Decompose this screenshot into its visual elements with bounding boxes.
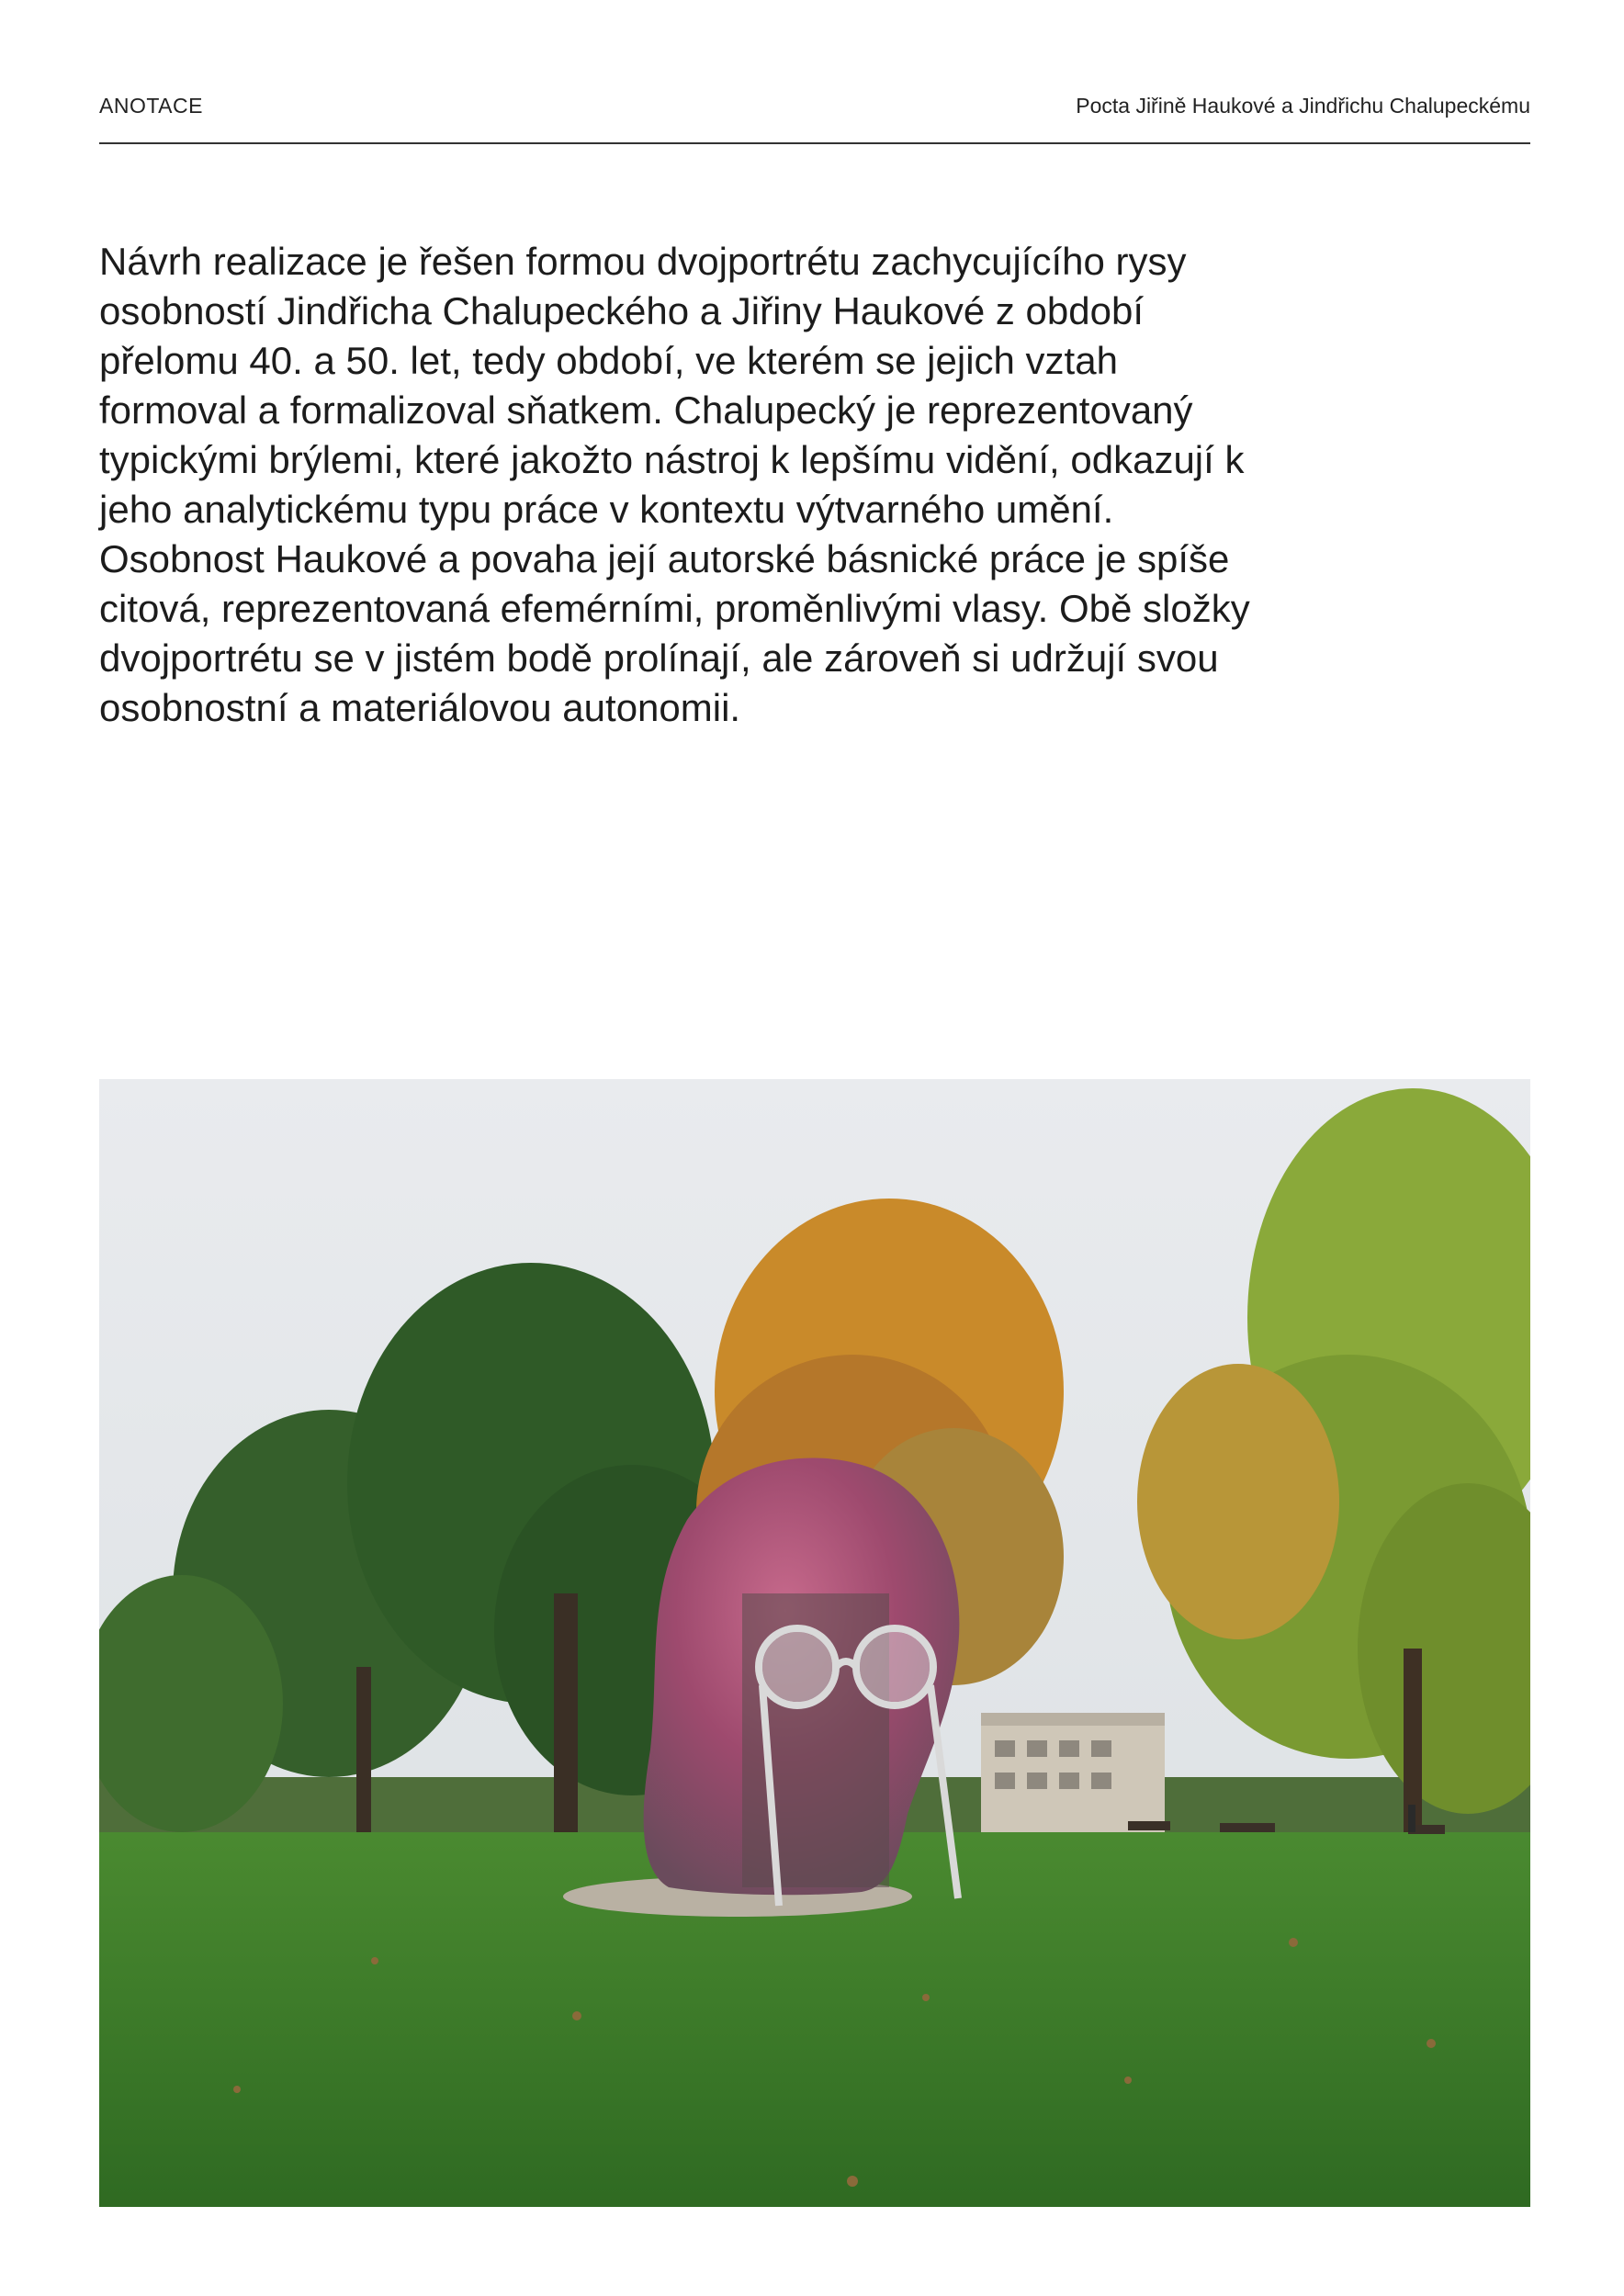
header-divider (99, 142, 1530, 144)
page-header (99, 94, 1530, 121)
sculpture-park-photo (99, 1079, 1530, 2207)
section-label: ANOTACE (99, 94, 203, 118)
document-title: Pocta Jiřině Haukové a Jindřichu Chalupeckému (1076, 94, 1530, 118)
annotation-paragraph: Návrh realizace je řešen formou dvojportrétu zachycujícího rysy osobností Jindřicha Chalupeckého a Jiřiny Haukové z období přelomu 40. a 50. let, tedy období, ve kterém se jejich vztah formoval a formalizoval sňatkem. Chalupecký je reprezentovaný typickými brýlemi, které jakožto nástroj k lepšímu vidění, odkazují k jeho analytickému typu práce v kontextu výtvarného umění. Osobnost Haukové a povaha její autorské básnické práce je spíše citová, reprezentovaná efemérními, proměnlivými vlasy. Obě složky dvojportrétu se v jistém bodě prolínají, ale zároveň si udržují svou osobnostní a materiálovou autonomii. (99, 240, 1250, 729)
